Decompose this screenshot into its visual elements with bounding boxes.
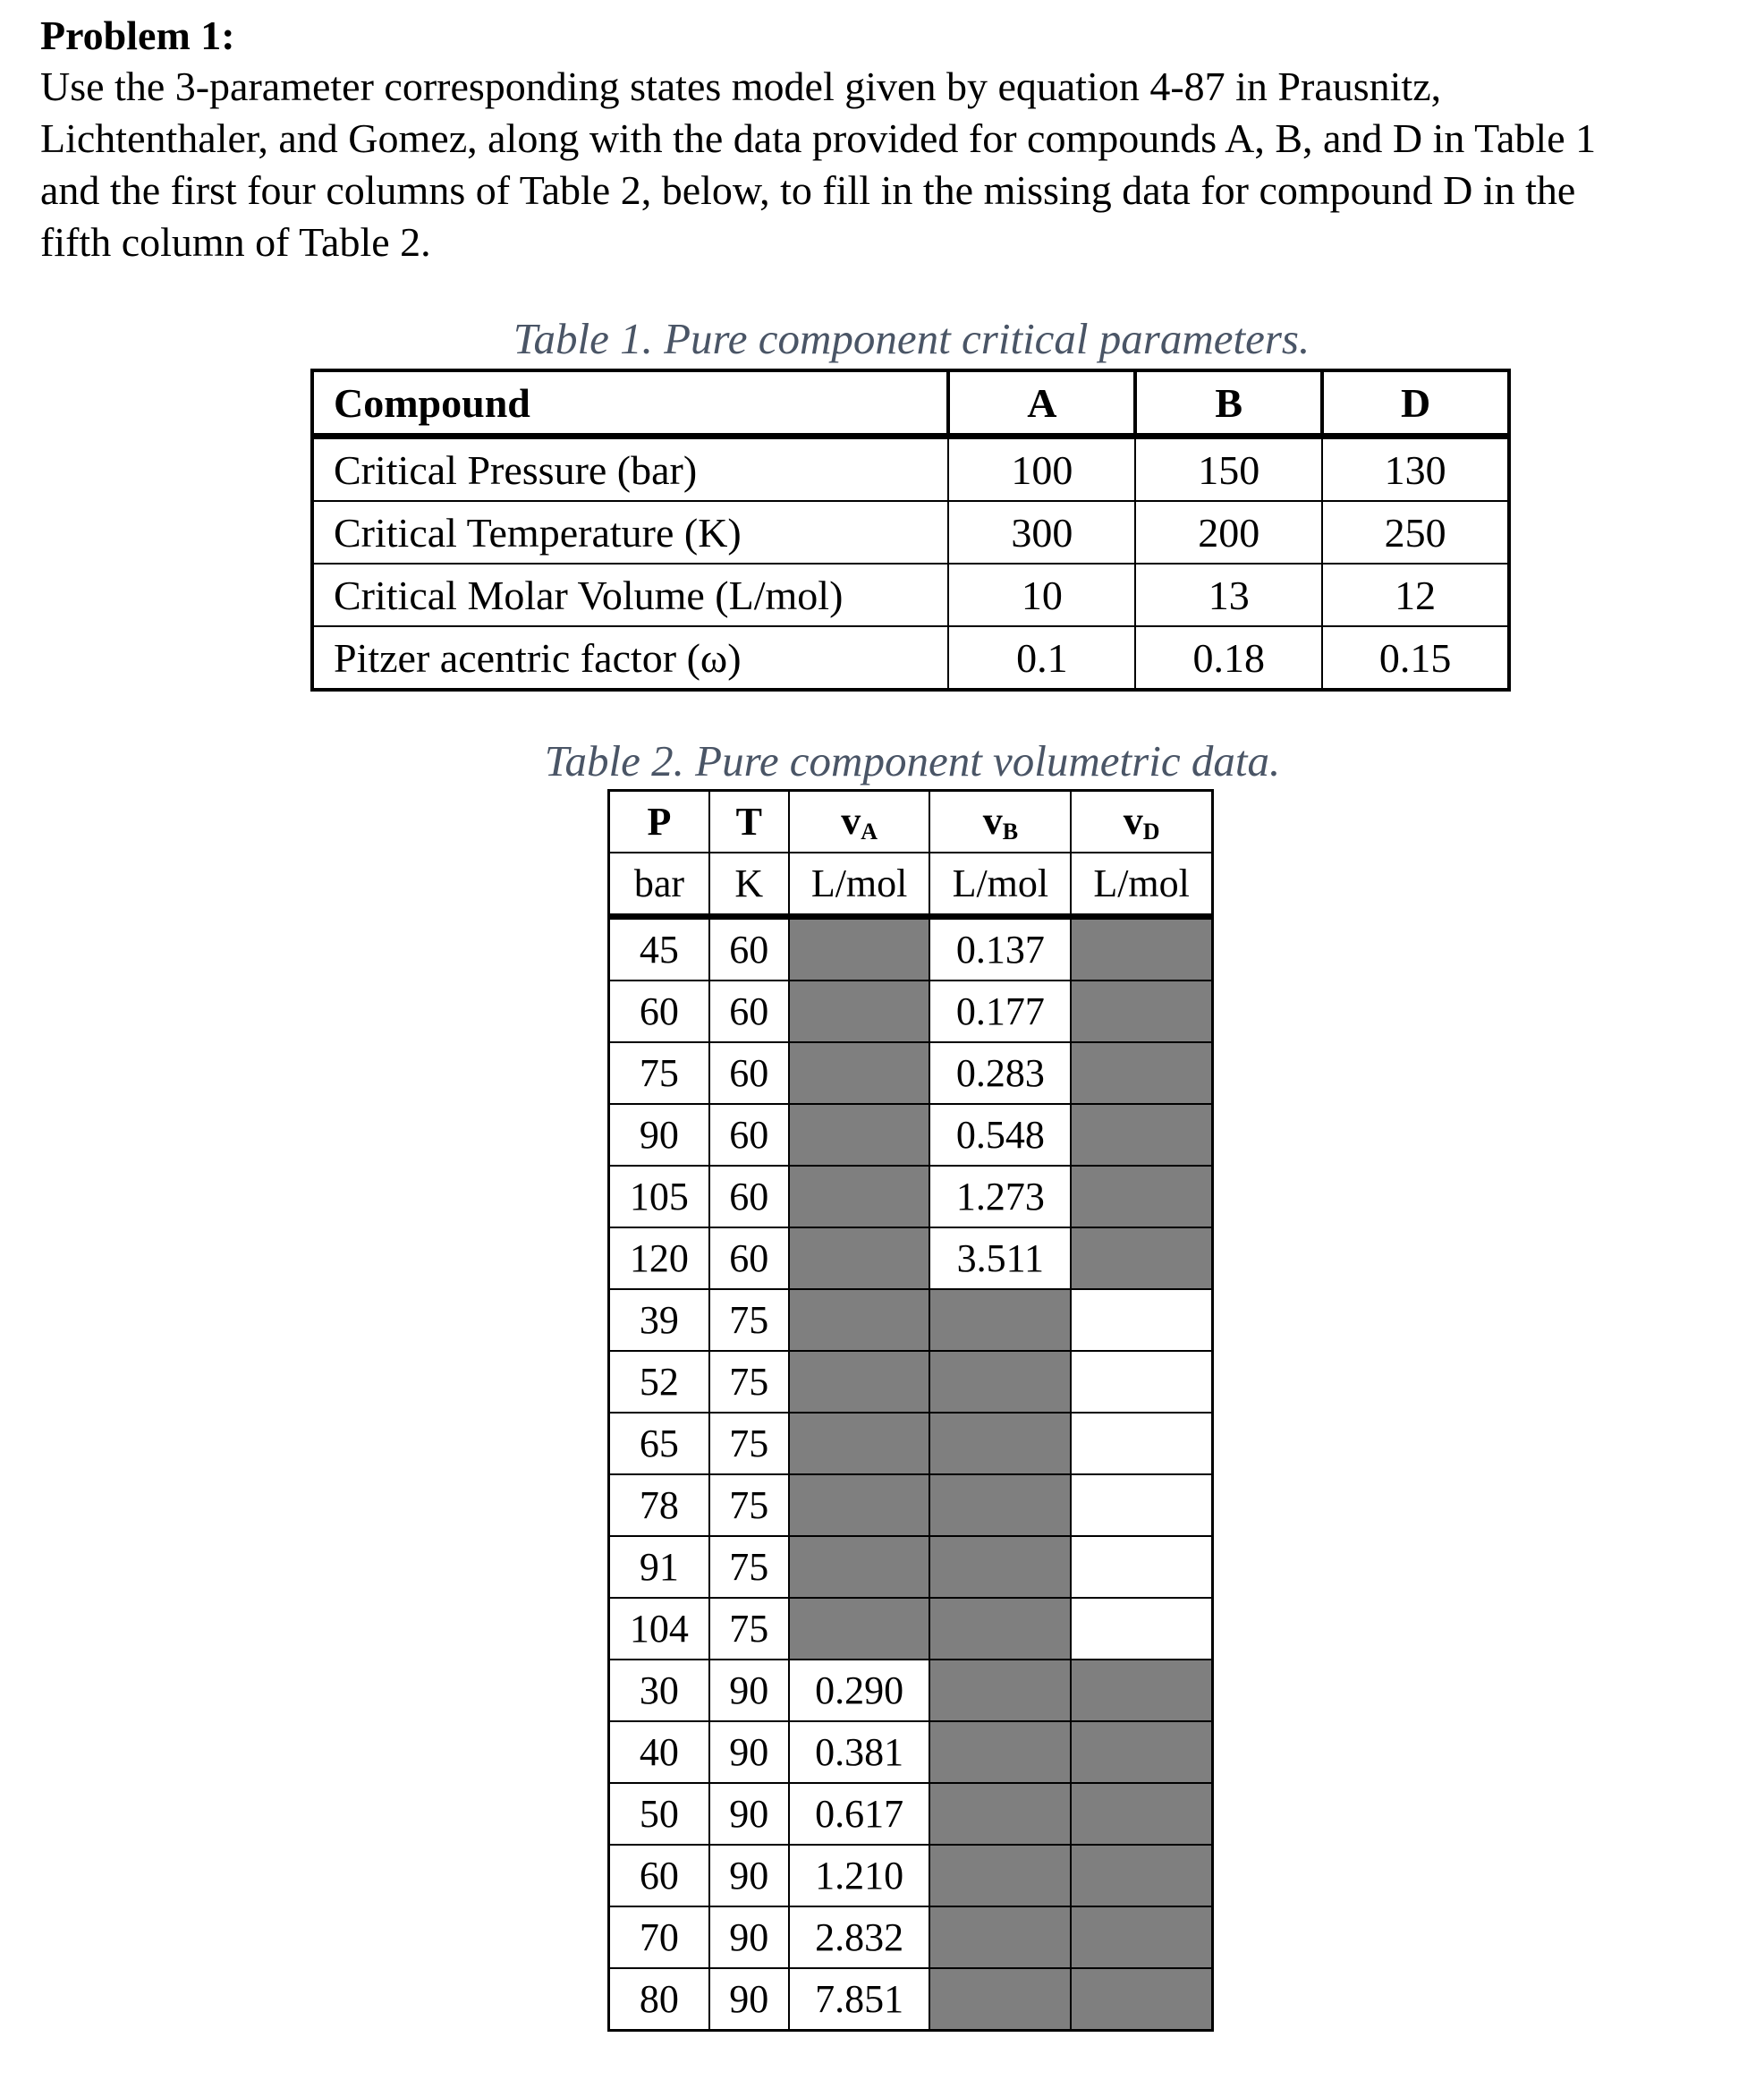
volume-b-cell bbox=[929, 1968, 1071, 2031]
table2-header-vd bbox=[1071, 791, 1212, 853]
table1-row bbox=[312, 626, 1509, 690]
volume-a-cell: 1.210 bbox=[789, 1845, 930, 1906]
volume-d-cell bbox=[1071, 917, 1212, 981]
volume-a-cell bbox=[789, 1351, 930, 1413]
volume-b-cell: 3.511 bbox=[929, 1227, 1071, 1289]
parameter-name: Pitzer acentric factor (ω) bbox=[312, 626, 948, 690]
parameter-name: Critical Temperature (K) bbox=[312, 501, 948, 564]
volume-d-cell bbox=[1071, 1166, 1212, 1227]
volume-b-cell bbox=[929, 1351, 1071, 1413]
temperature-cell: 75 bbox=[709, 1413, 789, 1474]
volume-d-cell bbox=[1071, 1845, 1212, 1906]
pressure-cell: 40 bbox=[609, 1721, 709, 1783]
volume-b-cell: 0.548 bbox=[929, 1104, 1071, 1166]
temperature-cell: 90 bbox=[709, 1660, 789, 1721]
parameter-value: 150 bbox=[1135, 437, 1322, 502]
volume-a-cell: 0.617 bbox=[789, 1783, 930, 1845]
volume-b-cell bbox=[929, 1783, 1071, 1845]
volume-d-cell bbox=[1071, 1906, 1212, 1968]
volume-d-cell bbox=[1071, 1351, 1212, 1413]
temperature-cell: 90 bbox=[709, 1783, 789, 1845]
volume-b-cell bbox=[929, 1598, 1071, 1660]
problem-title: Problem 1: bbox=[40, 13, 235, 58]
unit-t: K bbox=[709, 853, 789, 917]
pressure-cell: 52 bbox=[609, 1351, 709, 1413]
temperature-cell: 75 bbox=[709, 1598, 789, 1660]
table2-body bbox=[609, 917, 1213, 2031]
problem-statement bbox=[40, 61, 1744, 268]
pressure-cell: 90 bbox=[609, 1104, 709, 1166]
vb-subscript: B bbox=[1002, 819, 1019, 845]
temperature-cell: 75 bbox=[709, 1474, 789, 1536]
volume-b-cell bbox=[929, 1536, 1071, 1598]
temperature-cell: 60 bbox=[709, 1227, 789, 1289]
volume-a-cell bbox=[789, 1598, 930, 1660]
table2-row bbox=[609, 1104, 1213, 1166]
table2-row bbox=[609, 1968, 1213, 2031]
pressure-cell: 105 bbox=[609, 1166, 709, 1227]
table2-row bbox=[609, 1042, 1213, 1104]
table1-row bbox=[312, 501, 1509, 564]
volume-d-cell bbox=[1071, 1104, 1212, 1166]
volume-d-cell bbox=[1071, 981, 1212, 1042]
va-symbol: v bbox=[841, 799, 861, 843]
volume-d-cell bbox=[1071, 1783, 1212, 1845]
volume-a-cell: 2.832 bbox=[789, 1906, 930, 1968]
volume-d-cell bbox=[1071, 1968, 1212, 2031]
temperature-cell: 60 bbox=[709, 1104, 789, 1166]
parameter-name: Critical Pressure (bar) bbox=[312, 437, 948, 502]
pressure-cell: 30 bbox=[609, 1660, 709, 1721]
parameter-value: 0.15 bbox=[1322, 626, 1509, 690]
table2-header-va bbox=[789, 791, 930, 853]
vb-symbol: v bbox=[982, 799, 1003, 843]
volume-b-cell bbox=[929, 1845, 1071, 1906]
pressure-cell: 60 bbox=[609, 981, 709, 1042]
table2-row bbox=[609, 1351, 1213, 1413]
table2-row bbox=[609, 1227, 1213, 1289]
table2-row bbox=[609, 1536, 1213, 1598]
temperature-cell: 90 bbox=[709, 1721, 789, 1783]
temperature-cell: 75 bbox=[709, 1351, 789, 1413]
volume-a-cell bbox=[789, 1042, 930, 1104]
volume-d-cell bbox=[1071, 1227, 1212, 1289]
temperature-cell: 75 bbox=[709, 1536, 789, 1598]
table1-header-row bbox=[312, 370, 1509, 437]
temperature-cell: 60 bbox=[709, 981, 789, 1042]
unit-va: L/mol bbox=[789, 853, 930, 917]
parameter-value: 200 bbox=[1135, 501, 1322, 564]
table1-header-d: D bbox=[1322, 370, 1509, 437]
table2-row bbox=[609, 1166, 1213, 1227]
problem-line: Lichtenthaler, and Gomez, along with the data provided for compounds A, B, and D in Table 1 bbox=[40, 115, 1597, 161]
table2-row bbox=[609, 1474, 1213, 1536]
volume-a-cell bbox=[789, 917, 930, 981]
unit-p: bar bbox=[609, 853, 709, 917]
parameter-value: 12 bbox=[1322, 564, 1509, 626]
temperature-cell: 90 bbox=[709, 1845, 789, 1906]
table2-caption: Table 2. Pure component volumetric data. bbox=[544, 736, 1281, 785]
volume-a-cell: 7.851 bbox=[789, 1968, 930, 2031]
table1-header-b: B bbox=[1135, 370, 1322, 437]
volume-a-cell bbox=[789, 1289, 930, 1351]
volume-d-cell bbox=[1071, 1598, 1212, 1660]
volume-a-cell bbox=[789, 1536, 930, 1598]
pressure-cell: 70 bbox=[609, 1906, 709, 1968]
temperature-cell: 60 bbox=[709, 917, 789, 981]
volumetric-data-table bbox=[607, 789, 1214, 2032]
pressure-cell: 80 bbox=[609, 1968, 709, 2031]
problem-line: and the first four columns of Table 2, below, to fill in the missing data for compound D in the bbox=[40, 167, 1576, 213]
table2-row bbox=[609, 1906, 1213, 1968]
table2-row bbox=[609, 981, 1213, 1042]
volume-a-cell bbox=[789, 1474, 930, 1536]
vd-symbol: v bbox=[1123, 799, 1143, 843]
parameter-name: Critical Molar Volume (L/mol) bbox=[312, 564, 948, 626]
volume-a-cell: 0.290 bbox=[789, 1660, 930, 1721]
parameter-value: 250 bbox=[1322, 501, 1509, 564]
table2-row bbox=[609, 917, 1213, 981]
parameter-value: 0.1 bbox=[948, 626, 1135, 690]
temperature-cell: 60 bbox=[709, 1166, 789, 1227]
temperature-cell: 75 bbox=[709, 1289, 789, 1351]
pressure-cell: 39 bbox=[609, 1289, 709, 1351]
critical-parameters-table bbox=[310, 369, 1511, 692]
volume-b-cell: 0.283 bbox=[929, 1042, 1071, 1104]
table2-row bbox=[609, 1783, 1213, 1845]
table2-header-t: T bbox=[709, 791, 789, 853]
parameter-value: 13 bbox=[1135, 564, 1322, 626]
pressure-cell: 75 bbox=[609, 1042, 709, 1104]
temperature-cell: 90 bbox=[709, 1968, 789, 2031]
va-subscript: A bbox=[861, 819, 878, 845]
pressure-cell: 91 bbox=[609, 1536, 709, 1598]
volume-a-cell bbox=[789, 1413, 930, 1474]
volume-b-cell: 0.177 bbox=[929, 981, 1071, 1042]
table2-row bbox=[609, 1845, 1213, 1906]
unit-vd: L/mol bbox=[1071, 853, 1212, 917]
parameter-value: 300 bbox=[948, 501, 1135, 564]
volume-a-cell bbox=[789, 1227, 930, 1289]
table2-row bbox=[609, 1413, 1213, 1474]
table2-row bbox=[609, 1721, 1213, 1783]
parameter-value: 0.18 bbox=[1135, 626, 1322, 690]
table2-units-row bbox=[609, 853, 1213, 917]
volume-a-cell bbox=[789, 981, 930, 1042]
volume-b-cell bbox=[929, 1721, 1071, 1783]
volume-a-cell: 0.381 bbox=[789, 1721, 930, 1783]
volume-d-cell bbox=[1071, 1536, 1212, 1598]
volume-b-cell bbox=[929, 1660, 1071, 1721]
parameter-value: 130 bbox=[1322, 437, 1509, 502]
table2-header-p: P bbox=[609, 791, 709, 853]
volume-b-cell bbox=[929, 1474, 1071, 1536]
table1-row bbox=[312, 437, 1509, 502]
pressure-cell: 50 bbox=[609, 1783, 709, 1845]
unit-vb: L/mol bbox=[929, 853, 1071, 917]
temperature-cell: 60 bbox=[709, 1042, 789, 1104]
pressure-cell: 78 bbox=[609, 1474, 709, 1536]
volume-b-cell bbox=[929, 1289, 1071, 1351]
pressure-cell: 45 bbox=[609, 917, 709, 981]
table2-header-row bbox=[609, 791, 1213, 853]
parameter-value: 100 bbox=[948, 437, 1135, 502]
pressure-cell: 120 bbox=[609, 1227, 709, 1289]
table1-header-compound: Compound bbox=[312, 370, 948, 437]
volume-b-cell: 0.137 bbox=[929, 917, 1071, 981]
volume-d-cell bbox=[1071, 1289, 1212, 1351]
problem-line: Use the 3-parameter corresponding states model given by equation 4-87 in Prausnitz, bbox=[40, 64, 1442, 109]
volume-b-cell bbox=[929, 1906, 1071, 1968]
volume-d-cell bbox=[1071, 1042, 1212, 1104]
volume-d-cell bbox=[1071, 1660, 1212, 1721]
table1-header-a: A bbox=[948, 370, 1135, 437]
table1-body bbox=[312, 437, 1509, 691]
vd-subscript: D bbox=[1142, 819, 1160, 845]
table1-row bbox=[312, 564, 1509, 626]
table2-row bbox=[609, 1289, 1213, 1351]
volume-a-cell bbox=[789, 1166, 930, 1227]
table2-row bbox=[609, 1660, 1213, 1721]
table2-header-vb bbox=[929, 791, 1071, 853]
pressure-cell: 60 bbox=[609, 1845, 709, 1906]
volume-d-cell bbox=[1071, 1721, 1212, 1783]
parameter-value: 10 bbox=[948, 564, 1135, 626]
pressure-cell: 104 bbox=[609, 1598, 709, 1660]
table1-caption: Table 1. Pure component critical parameters. bbox=[513, 314, 1310, 363]
temperature-cell: 90 bbox=[709, 1906, 789, 1968]
volume-d-cell bbox=[1071, 1413, 1212, 1474]
volume-d-cell bbox=[1071, 1474, 1212, 1536]
problem-line: fifth column of Table 2. bbox=[40, 219, 431, 265]
volume-b-cell bbox=[929, 1413, 1071, 1474]
pressure-cell: 65 bbox=[609, 1413, 709, 1474]
volume-a-cell bbox=[789, 1104, 930, 1166]
table2-row bbox=[609, 1598, 1213, 1660]
volume-b-cell: 1.273 bbox=[929, 1166, 1071, 1227]
